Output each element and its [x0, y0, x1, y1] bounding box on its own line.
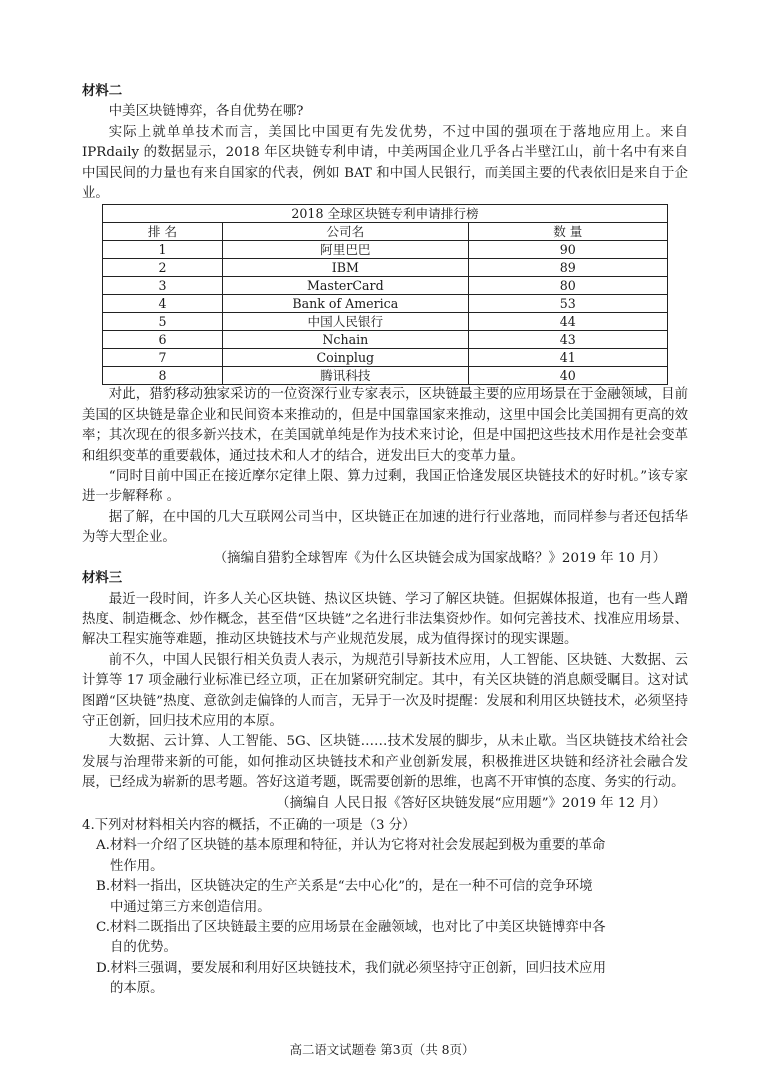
- table-row: [103, 367, 668, 385]
- company-cell: Coinplug: [223, 349, 469, 367]
- option-text: D.材料三强调，要发展和利用好区块链技术，我们就必须坚持守正创新，回归技术应用: [96, 960, 606, 976]
- rank-cell: 2: [103, 259, 223, 277]
- option-text-cont: 性作用。: [110, 858, 164, 874]
- patent-ranking-table: [102, 204, 668, 385]
- count-cell: 80: [468, 277, 667, 295]
- paragraph: 大数据、云计算、人工智能、5G、区块链……技术发展的脚步，从未止歇。当区块链技术给社会发展与治理带来新的可能，如何推动区块链技术和产业创新发展，积极推进区块链和经济社会融合发展，已经成为崭新的思考题。答好这道考题，既需要创新的思维，也离不开审慎的态度、务实的行动。: [82, 734, 688, 791]
- paragraph: 对此，猎豹移动独家采访的一位资深行业专家表示，区块链最主要的应用场景在于金融领域，目前美国的区块链是靠企业和民间资本来推动的，但是中国靠国家来推动，这里中国会比美国拥有更高的效率；其次现在的很多新兴技术，在美国就单纯是作为技术来讨论，但是中国把这些技术用作是社会变革和组织变革的重要载体，通过技术和人才的结合，迸发出巨大的变革力量。: [82, 387, 688, 464]
- option-c: [82, 918, 688, 959]
- rank-cell: 7: [103, 349, 223, 367]
- company-cell: 阿里巴巴: [223, 241, 469, 259]
- company-cell: 腾讯科技: [223, 367, 469, 385]
- table-caption: 2018 全球区块链专利申请排行榜: [103, 205, 668, 223]
- option-b: [82, 877, 688, 918]
- rank-cell: 8: [103, 367, 223, 385]
- option-text: C.材料二既指出了区块链最主要的应用场景在金融领域，也对比了中美区块链博弈中各: [96, 920, 606, 935]
- exam-page: [82, 82, 688, 1000]
- table-row: [103, 259, 668, 277]
- table-header-company: 公司名: [223, 223, 469, 241]
- count-cell: 53: [468, 295, 667, 313]
- table-row: [103, 313, 668, 331]
- page-footer: 高二语文试题卷 第3页（共 8页）: [289, 1042, 475, 1057]
- option-d: [82, 959, 688, 1000]
- option-text-cont: 中通过第三方来创造信用。: [110, 899, 271, 915]
- paragraph: 前不久，中国人民银行相关负责人表示，为规范引导新技术应用，人工智能、区块链、大数据、云计算等 17 项金融行业标准已经立项，正在加紧研究制定。其中，有关区块链的消息颇受瞩目。这对试图蹭“区块链”热度、意欲剑走偏锋的人而言，无异于一次及时提醒：发展和利用区块链技术，必须坚持守正创新，回归技术应用的本原。: [82, 652, 688, 729]
- table-header-rank: 排 名: [103, 223, 223, 241]
- paragraph: 实际上就单单技术而言，美国比中国更有先发优势，不过中国的强项在于落地应用上。来自 IPRdaily 的数据显示，2018 年区块链专利申请，中美两国企业几乎各占半壁江山，前十名中有来自中国民间的力量也有来自国家的代表，例如 BAT 和中国人民银行，而美国主要的代表依旧是来自于企业。: [82, 124, 688, 202]
- table-row: [103, 277, 668, 295]
- count-cell: 41: [468, 349, 667, 367]
- rank-cell: 5: [103, 313, 223, 331]
- paragraph: “同时目前中国正在接近摩尔定律上限、算力过剩，我国正恰逢发展区块链技术的好时机。”该专家进一步解释称 。: [82, 469, 688, 505]
- source-citation: （摘编自猎豹全球智库《为什么区块链会成为国家战略？》2019 年 10 月）: [213, 550, 666, 566]
- option-text: A.材料一介绍了区块链的基本原理和特征，并认为它将对社会发展起到极为重要的革命: [96, 838, 606, 854]
- paragraph: 据了解，在中国的几大互联网公司当中，区块链正在加速的进行行业落地，而同样参与者还包括华为等大型企业。: [82, 509, 688, 546]
- rank-cell: 1: [103, 241, 223, 259]
- question-4: [82, 816, 688, 1000]
- rank-cell: 3: [103, 277, 223, 295]
- section-heading-2: 材料二: [82, 84, 123, 99]
- question-stem: 4.下列对材料相关内容的概括，不正确的一项是（3 分）: [82, 817, 416, 833]
- section-heading-3: 材料三: [82, 571, 123, 587]
- company-cell: IBM: [223, 259, 469, 277]
- table-header-count: 数 量: [468, 223, 667, 241]
- count-cell: 89: [468, 259, 667, 277]
- option-text-cont: 自的优势。: [110, 940, 177, 956]
- source-citation: （摘编自 人民日报《答好区块链发展“应用题”》2019 年 12 月）: [276, 795, 666, 811]
- company-cell: Bank of America: [223, 295, 469, 313]
- rank-cell: 4: [103, 295, 223, 313]
- table-row: [103, 295, 668, 313]
- company-cell: 中国人民银行: [223, 313, 469, 331]
- count-cell: 90: [468, 241, 667, 259]
- paragraph: 中美区块链博弈，各自优势在哪?: [108, 104, 304, 120]
- paragraph: 最近一段时间，许多人关心区块链、热议区块链、学习了解区块链。但据媒体报道，也有一些人蹭热度、制造概念、炒作概念，甚至借“区块链”之名进行非法集资炒作。如何完善技术、找准应用场景、解决工程实施等难题，推动区块链技术与产业规范发展，成为值得探讨的现实课题。: [82, 591, 688, 648]
- table-row: [103, 349, 668, 367]
- count-cell: 40: [468, 367, 667, 385]
- rank-cell: 6: [103, 331, 223, 349]
- table-row: [103, 331, 668, 349]
- count-cell: 43: [468, 331, 667, 349]
- count-cell: 44: [468, 313, 667, 331]
- option-text: B.材料一指出，区块链决定的生产关系是“去中心化”的，是在一种不可信的竞争环境: [96, 879, 593, 895]
- company-cell: MasterCard: [223, 277, 469, 295]
- company-cell: Nchain: [223, 331, 469, 349]
- option-text-cont: 的本原。: [110, 981, 164, 997]
- option-a: [82, 836, 688, 877]
- table-row: [103, 241, 668, 259]
